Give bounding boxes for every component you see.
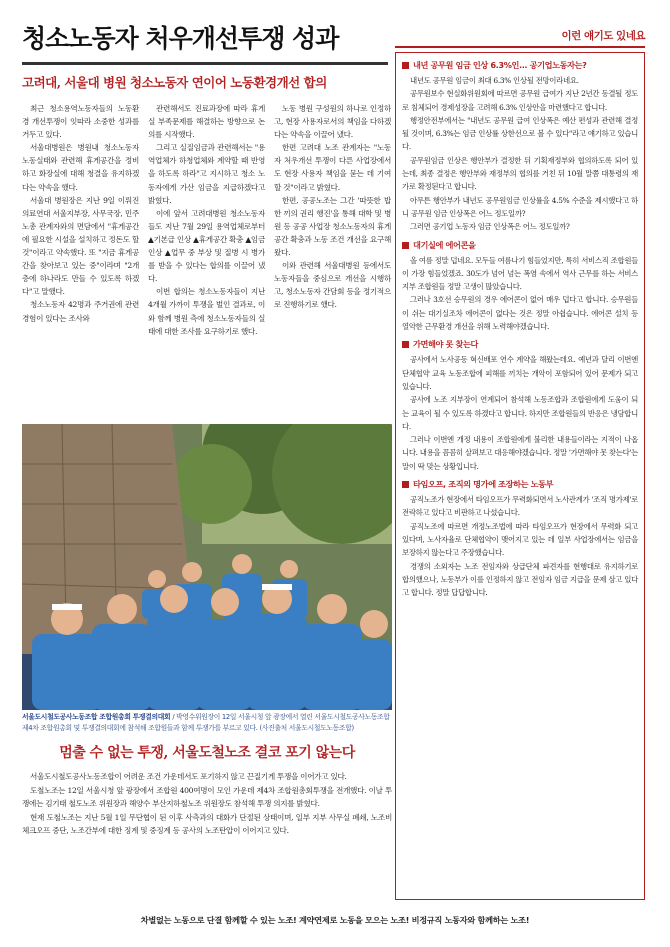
article2-headline: 멈출 수 없는 투쟁, 서울도철노조 결코 포기 않는다 — [59, 745, 355, 761]
paragraph: 이와 관련해 서울대병원 등에서도 노동자들을 중심으로 개선을 시행하고, 청소노동자 간담회 등을 정기적으로 진행하기로 했다. — [274, 261, 391, 310]
sidebar-section-title — [402, 479, 638, 490]
sidebar-section-title — [402, 60, 638, 71]
sidebar-box — [395, 52, 645, 900]
paragraph: 공무원임금 인상은 행안부가 결정한 뒤 기획재정부와 협의하도록 되어 있는데, 최종 결정은 행안부와 재정부의 협의를 거친 뒤 10월 말쯤 대통령의 재가로 확정된다고 합니다. — [402, 155, 638, 192]
sidebar-section-body — [402, 74, 638, 234]
paragraph: 서울도시철도공사노동조합이 어려운 조건 가운데서도 포기하지 않고 끈질기게 투쟁을 이어가고 있다. — [30, 772, 347, 781]
paragraph: 그러나 이번엔 개정 내용이 조합원에게 불리한 내용들이라는 지적이 나옵니다. 내용을 꼼꼼히 살펴보고 대응해야겠습니다. 정말 '가면해야 못 찾는다'는 말이 딱 맞는 상황입니다. — [402, 435, 638, 471]
section-title-text: 가면해야 못 찾는다 — [413, 339, 478, 350]
section-title-text: 내년 공무원 임금 인상 6.3%인... 공기업노동자는? — [413, 60, 587, 70]
article-column-2 — [148, 102, 265, 410]
bullet-square-icon — [402, 341, 409, 348]
paragraph: 올 여름 정말 덥네요. 모두들 여름나기 힘들었지만, 특히 서비스직 조합원들이 가장 힘들었겠죠. 30도가 넘어 넘는 폭염 속에서 역사 근무를 하는 서비스지부 조합원들 정말 고생이 많았습니다. — [402, 255, 638, 292]
photo-caption-text: / 박영수위원장이 12일 서울시청 앞 광장에서 열린 서울도시철도공사노동조합 제4차 조합원총회 및 투쟁결의대회에 참석해 조합원들과 함께 투쟁가를 부르고 있다. (사진출처 서울도시철도노동조합) — [22, 713, 390, 732]
paragraph: 이번 합의는 청소노동자들이 지난 4개월 가까이 투쟁을 벌인 결과로, 이와 함께 병원 측에 청소노동자들의 실태에 대한 조사를 요구하기로 했다. — [148, 287, 265, 336]
photo-caption — [22, 712, 392, 734]
paragraph: 이에 앞서 고려대병원 청소노동자들도 지난 7월 29일 용역업체로부터 ▲기본급 인상 ▲휴게공간 확충 ▲임금 인상 ▲업무 중 부상 및 질병 시 병가를 받을 수 있다는 합의를 이끌어 냈다. — [148, 208, 265, 284]
paragraph: 최근 청소용역노동자들의 노동환경 개선투쟁이 잇따라 소중한 성과를 거두고 있다. — [22, 104, 139, 140]
article-column-1 — [22, 102, 139, 410]
paragraph: 도철노조는 12일 서울시청 앞 광장에서 조합원 400여명이 모인 가운데 제4차 조합원총회투쟁을 전개했다. 이날 투쟁에는 김기태 철도노조 위원장과 해양수 부산지하철노조 위원장도 참석해 투쟁 의지를 밝혔다. — [22, 785, 392, 809]
paragraph: 현재 도철노조는 지난 5월 1일 무단협이 된 이후 사측과의 대화가 단절된 상태이며, 일부 지부 사무실 폐쇄, 노조비 체크오프 중단, 노조간부에 대한 징계 및 중징계 등 공사의 노조탄압이 이어지고 있다. — [22, 812, 392, 836]
article-subhead: 고려대, 서울대 병원 청소노동자 연이어 노동환경개선 합의 — [22, 75, 327, 90]
paragraph: 내년도 공무원 임금이 최대 6.3% 인상될 전망이라네요. — [410, 76, 579, 85]
sidebar-section-title — [402, 339, 638, 350]
bullet-square-icon — [402, 62, 409, 69]
article-columns — [22, 102, 392, 410]
paragraph: 공사에서 노사공동 혁신배포 연수 계약을 해왔는데요. 예년과 달리 이번엔 단체협약 교육 노동조합에 피해를 끼치는 개악이 포함되어 있어 문제가 되고 있습니다. — [402, 355, 638, 391]
paragraph: 서울대 병원장은 지난 9일 이뤄진 의료연대 서울지부장, 사무국장, 민주노총 관계자와의 면담에서 "휴게공간에 필요한 시설을 설치하고 정돈도 할 것"이라고 약속했다. 또 "지금 휴게공간을 찾아보고 있는 중"이라며 "2개 층에 하나라도 만들 수 있도록 하겠다"고 말했다. — [22, 195, 139, 297]
paragraph: 청소노동자 42명과 주거권에 관련 경험이 있다는 조사와 — [22, 300, 139, 323]
rally-photo-illustration — [22, 424, 392, 710]
sidebar-header — [395, 22, 645, 48]
paragraph: 그러면 공기업 노동자 임금 인상폭은 어느 정도일까? — [410, 222, 570, 232]
title-rule — [22, 62, 388, 65]
bullet-square-icon — [402, 481, 409, 488]
rally-photo — [22, 424, 392, 710]
paragraph: 행정안전부에서는 "내년도 공무원 급여 인상폭은 예산 편성과 관련해 결정될 것이며, 6.3%는 임금 인상률 상한선으로 볼 수 있다"라고 얘기하고 있습니다. — [402, 115, 638, 152]
section-title-text: 타임오프, 조직의 명가에 조장하는 노동부 — [413, 479, 554, 490]
footer-slogan: 차별없는 노동으로 단결 함께할 수 있는 노조! 계약연제로 노동을 모으는 노조! 비정규직 노동자와 함께하는 노조! — [140, 915, 530, 925]
paragraph: 한편 고려대 노조 관계자는 "노동자 처우개선 투쟁이 다른 사업장에서도 현장 사용자 책임을 묻는 데 기여할 것"이라고 밝혔다. — [274, 143, 391, 192]
sidebar-section-title — [402, 240, 638, 251]
article-column-3 — [274, 102, 391, 410]
main-article — [22, 22, 392, 902]
bullet-square-icon — [402, 242, 409, 249]
article2-body — [22, 770, 392, 838]
sidebar-section-body — [402, 493, 638, 599]
paragraph: 서울대병원은 병원내 청소노동자 노동실태와 관련해 휴게공간을 정비하고 화장실에 대해 청결을 유지하겠다는 약속을 했다. — [22, 143, 139, 192]
page-title: 청소노동자 처우개선투쟁 성과 — [22, 24, 339, 53]
paragraph: 공직노조가 현장에서 타임오프가 무력화되면서 노사관계가 '조직 명가제'로 전락하고 있다고 비판하고 나섰습니다. — [402, 495, 638, 518]
paragraph: 경쟁의 소외자는 노조 전임자와 상급단체 파견자를 현행대로 유지하기로 합의했으나, 노동부가 이를 인정하지 않고 전임자 임금 지급을 문제 삼고 있다고 합니다. 정말 답답합니다. — [402, 561, 638, 598]
paragraph: 그리고 실질임금과 관련해서는 "용역업체가 하청업체와 계약할 때 반영을 하도록 하라"고 지시하고 청소 노동자에게 가산 임금을 지급하겠다고 밝혔다. — [148, 143, 265, 205]
sidebar-section-body — [402, 254, 638, 334]
sidebar-header-title: 이런 얘기도 있네요 — [561, 30, 645, 42]
section-title-text: 대기실에 에어콘을 — [413, 239, 476, 250]
sidebar-section-body — [402, 353, 638, 473]
paragraph: 아무튼 행안부가 내년도 공무원임금 인상률을 4.5% 수준을 제시했다고 하니 공무원 임금 인상폭은 어느 정도일까? — [402, 195, 638, 218]
paragraph: 노동 병원 구성원의 하나로 인정하고, 현장 사용자로서의 책임을 다하겠다는 약속을 이끌어 냈다. — [274, 104, 391, 140]
paragraph: 공사에 노조 지부장이 연계되어 참석해 노동조합과 조합원에게 도움이 되는 교육이 될 수 있도록 하겠다고 합니다. 하지만 조합원들의 반응은 냉담합니다. — [402, 395, 638, 431]
photo-caption-title: 서울도시철도공사노동조합 조합원총회 투쟁결의대회 — [22, 713, 173, 721]
paragraph: 공무원보수 현실화위원회에 따르면 공무원 급여가 지난 2년간 동결될 정도로 침체되어 경제성장을 고려해 6.3% 인상안을 마련했다고 합니다. — [402, 89, 638, 112]
paragraph: 그러나 3호선 승무원의 경우 에어콘이 없어 매우 덥다고 합니다. 승무원들이 쉬는 대기실조차 에어콘이 없다는 것은 정말 아쉽습니다. 에어콘 설치 등 열악한 근무환경 개선을 위해 노력해야겠습니다. — [402, 295, 638, 332]
paragraph: 한편, 공공노조는 그간 '따뜻한 밥 한 끼의 권리 행진'을 통해 대학 및 병원 등 공공 사업장 청소노동자의 휴게 공간 확충과 노동 조건 개선을 요구해 왔다. — [274, 195, 391, 258]
paragraph: 공직노조에 따르면 개정노조법에 따라 타임오프가 현장에서 무력화 되고 있다며, 노사자율로 단체협약이 맺어지고 있는 데 일부 사업장에서는 임금을 보장하지 않는다고 주장했습니다. — [402, 521, 638, 558]
paragraph: 관련해서도 진료과장에 따라 휴게실 부족문제를 해결하는 방향으로 논의를 시작했다. — [148, 104, 265, 140]
sidebar — [395, 22, 645, 902]
